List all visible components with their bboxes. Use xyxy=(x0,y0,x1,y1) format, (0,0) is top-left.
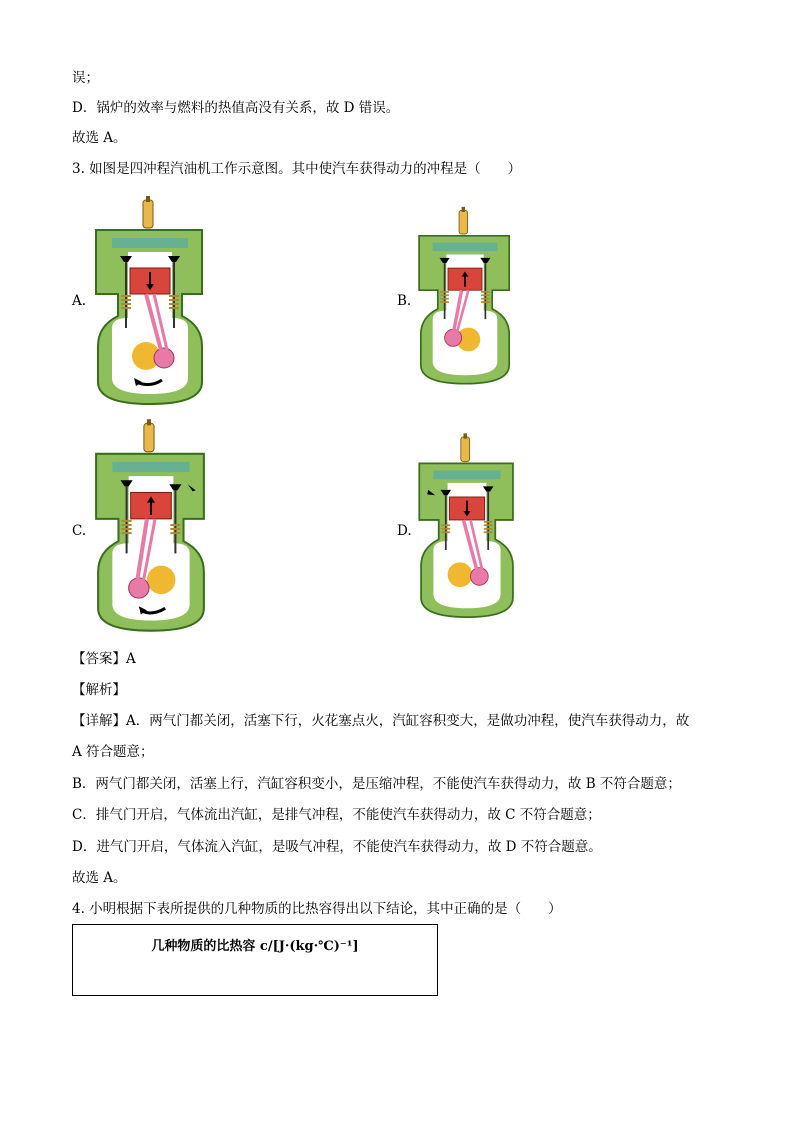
text-line: D．锅炉的效率与燃料的热值高没有关系，故 D 错误。 xyxy=(72,100,400,116)
option-c-label: C. xyxy=(72,523,87,539)
detail-line: A 符合题意； xyxy=(72,744,154,760)
text-line: 故选 A。 xyxy=(72,130,127,146)
engine-diagram-d xyxy=(414,424,520,630)
engine-figure xyxy=(96,196,202,404)
engine-diagram-a xyxy=(90,196,210,408)
detail-line: D．进气门开启，气体流入汽缸，是吸气冲程，不能使汽车获得动力，故 D 不符合题意。 xyxy=(72,839,602,855)
detail-line: 故选 A。 xyxy=(72,870,127,886)
question-4: 4. 小明根据下表所提供的几种物质的比热容得出以下结论，其中正确的是（ ） xyxy=(72,901,562,917)
table-title: 几种物质的比热容 c/[J·(kg·℃)⁻¹] xyxy=(151,939,359,954)
question-3: 3. 如图是四冲程汽油机工作示意图。其中使汽车获得动力的冲程是（ ） xyxy=(72,161,522,177)
engine-figure xyxy=(419,433,513,617)
engine-figure xyxy=(419,207,509,384)
engine-figure xyxy=(96,419,204,630)
engine-diagram-c xyxy=(90,418,212,636)
option-a-label: A. xyxy=(72,293,87,309)
specific-heat-table xyxy=(72,924,438,996)
analysis-heading: 【解析】 xyxy=(72,682,126,698)
detail-line: 【详解】A．两气门都关闭，活塞下行，火花塞点火，汽缸容积变大，是做功冲程，使汽车获得动力，故 xyxy=(72,713,690,729)
detail-line: C．排气门开启，气体流出汽缸，是排气冲程，不能使汽车获得动力，故 C 不符合题意； xyxy=(72,807,601,823)
text-line: 误； xyxy=(72,70,99,86)
engine-diagram-b xyxy=(414,202,516,392)
option-d-label: D. xyxy=(397,523,412,539)
option-b-label: B. xyxy=(397,293,412,309)
detail-line: B．两气门都关闭，活塞上行，汽缸容积变小，是压缩冲程，不能使汽车获得动力，故 B 不符合题意； xyxy=(72,776,681,792)
answer-line: 【答案】A xyxy=(72,651,136,667)
